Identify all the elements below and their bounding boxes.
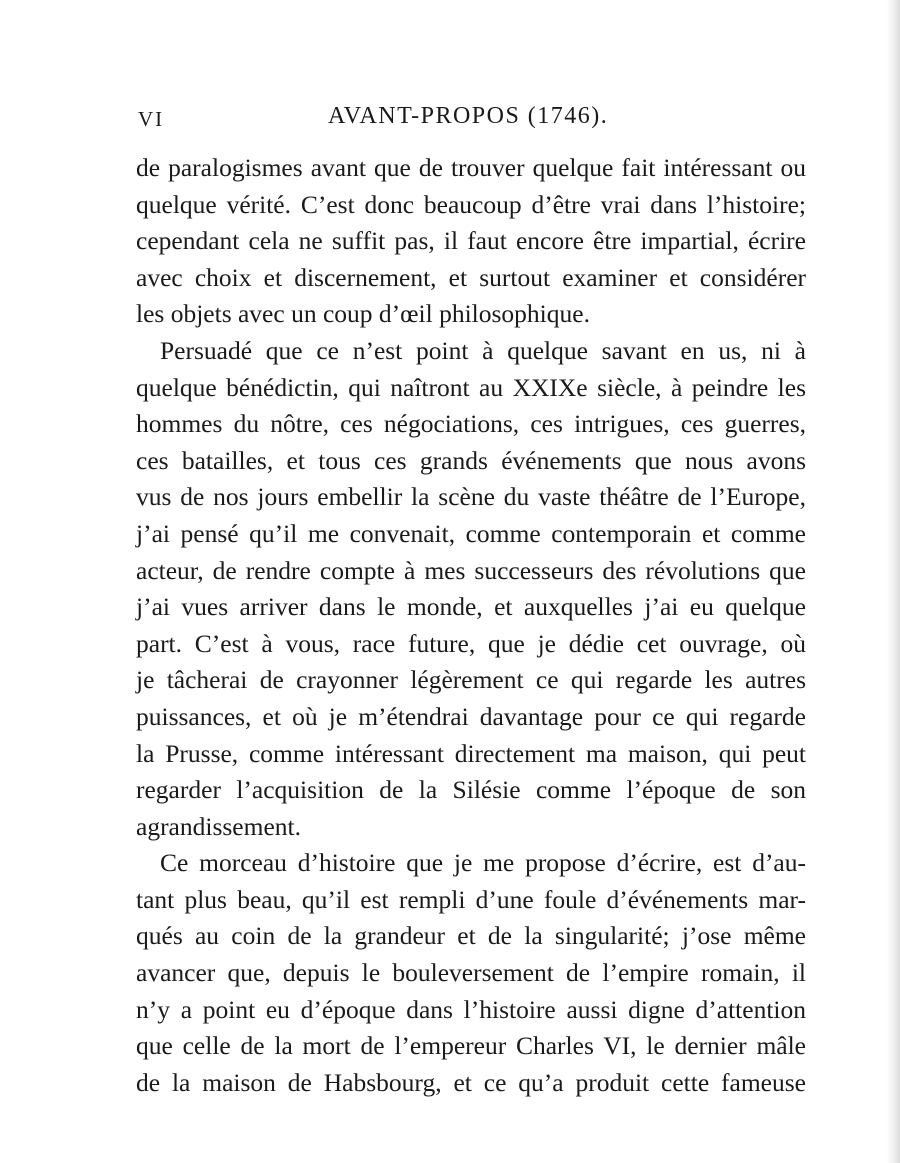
text-line: Ce morceau d’histoire que je me propose d’écrire, est d’au- — [160, 848, 806, 878]
text-line: de la maison de Habsbourg, et ce qu’a produit cette fameuse — [136, 1067, 806, 1097]
text-line: hommes du nôtre, ces négociations, ces intrigues, ces guerres, — [136, 409, 806, 439]
text-line: les objets avec un coup d’œil philosophique. — [136, 299, 590, 329]
running-title: AVANT-PROPOS (1746). — [328, 103, 609, 129]
text-line: regarder l’acquisition de la Silésie comme l’époque de son — [136, 775, 806, 805]
text-line: j’ai pensé qu’il me convenait, comme contemporain et comme — [136, 518, 806, 548]
text-line: quelque vérité. C’est donc beaucoup d’être vrai dans l’histoire; — [136, 189, 806, 219]
text-line: tant plus beau, qu’il est rempli d’une foule d’événements mar- — [136, 884, 806, 914]
text-line: avancer que, depuis le bouleversement de l’empire romain, il — [136, 958, 806, 988]
text-line: qués au coin de la grandeur et de la singularité; j’ose même — [136, 921, 806, 951]
text-line: je tâcherai de crayonner légèrement ce qui regarde les autres — [136, 665, 806, 695]
text-line: avec choix et discernement, et surtout examiner et considérer — [136, 262, 806, 292]
text-line: de paralogismes avant que de trouver quelque fait intéressant ou — [136, 153, 806, 182]
text-line: part. C’est à vous, race future, que je dédie cet ouvrage, où — [136, 628, 806, 658]
text-line: vus de nos jours embellir la scène du vaste théâtre de l’Europe, — [136, 482, 806, 512]
page-number: VI — [138, 107, 165, 131]
running-header — [138, 103, 806, 133]
body-text — [136, 150, 806, 1101]
text-line: Persuadé que ce n’est point à quelque savant en us, ni à — [160, 335, 806, 365]
text-line: n’y a point eu d’époque dans l’histoire aussi digne d’attention — [136, 994, 806, 1024]
text-line: la Prusse, comme intéressant directement ma maison, qui peut — [136, 738, 806, 768]
text-line: j’ai vues arriver dans le monde, et auxquelles j’ai eu quelque — [136, 592, 806, 622]
text-line: puissances, et où je m’étendrai davantage pour ce qui regarde — [136, 701, 806, 731]
text-line: acteur, de rendre compte à mes successeurs des révolutions que — [136, 555, 806, 585]
text-line: que celle de la mort de l’empereur Charles VI, le dernier mâle — [136, 1031, 806, 1061]
text-line: quelque bénédictin, qui naîtront au XXIXe siècle, à peindre les — [136, 372, 806, 402]
page-edge-shadow — [886, 0, 900, 1163]
text-line: agrandissement. — [136, 811, 301, 841]
text-line: cependant cela ne suffit pas, il faut encore être impartial, écrire — [136, 226, 806, 256]
text-line: ces batailles, et tous ces grands événements que nous avons — [136, 445, 806, 475]
